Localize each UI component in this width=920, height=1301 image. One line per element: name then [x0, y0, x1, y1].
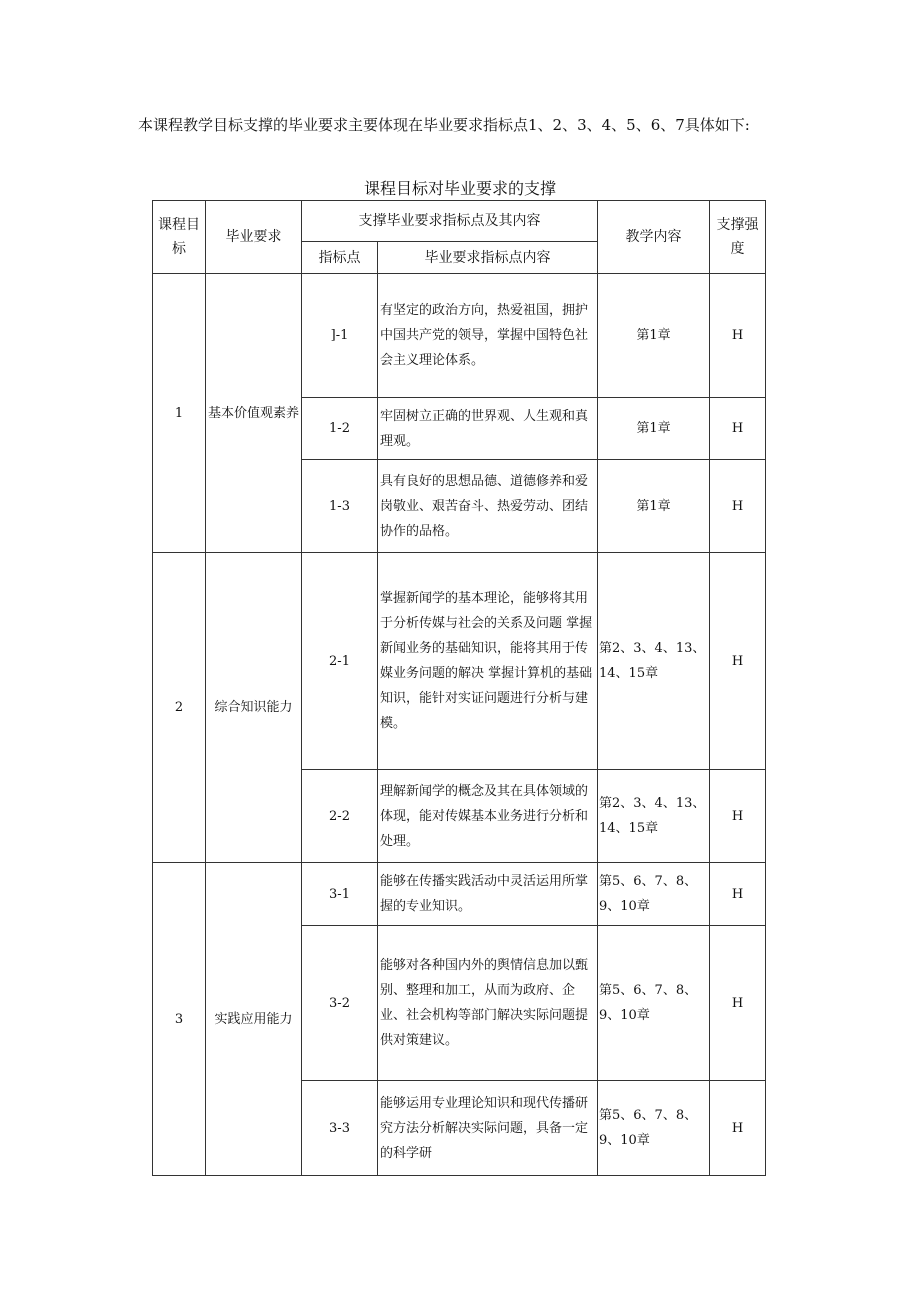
teaching-cell: 第5、6、7、8、9、10章: [598, 926, 710, 1081]
indicator-content-cell: 能够运用专业理论知识和现代传播研究方法分析解决实际问题，具备一定的科学研: [378, 1081, 598, 1176]
table-row: [153, 274, 766, 398]
indicator-cell: 1-3: [302, 460, 378, 553]
teaching-cell: 第2、3、4、13、14、15章: [598, 770, 710, 863]
teaching-cell: 第1章: [598, 460, 710, 553]
requirement-cell: 综合知识能力: [206, 553, 302, 863]
indicator-cell: 1-2: [302, 398, 378, 460]
indicator-content-cell: 掌握新闻学的基本理论，能够将其用于分析传媒与社会的关系及问题 掌握新闻业务的基础知识，能将其用于传媒业务问题的解决 掌握计算机的基础知识，能针对实证问题进行分析与建模。: [378, 553, 598, 770]
table-row: [153, 863, 766, 926]
indicator-content-cell: 牢固树立正确的世界观、人生观和真理观。: [378, 398, 598, 460]
indicator-cell: 3-3: [302, 1081, 378, 1176]
indicator-content-cell: 能够对各种国内外的舆情信息加以甄别、整理和加工，从而为政府、企业、社会机构等部门解决实际问题提供对策建议。: [378, 926, 598, 1081]
teaching-cell: 第5、6、7、8、9、10章: [598, 863, 710, 926]
strength-cell: H: [710, 460, 766, 553]
strength-cell: H: [710, 926, 766, 1081]
header-teaching: 教学内容: [598, 201, 710, 274]
teaching-cell: 第2、3、4、13、14、15章: [598, 553, 710, 770]
indicator-content-cell: 能够在传播实践活动中灵活运用所掌握的专业知识。: [378, 863, 598, 926]
header-indicator-content: 毕业要求指标点内容: [378, 242, 598, 274]
strength-cell: H: [710, 398, 766, 460]
header-indicator: 指标点: [302, 242, 378, 274]
strength-cell: H: [710, 553, 766, 770]
table-row: [153, 553, 766, 770]
indicator-cell: 3-1: [302, 863, 378, 926]
goal-cell: 1: [153, 274, 206, 553]
table-caption: 课程目标对毕业要求的支撑: [363, 179, 556, 198]
indicator-content-cell: 理解新闻学的概念及其在具体领域的体现，能对传媒基本业务进行分析和处理。: [378, 770, 598, 863]
teaching-cell: 第5、6、7、8、9、10章: [598, 1081, 710, 1176]
teaching-cell: 第1章: [598, 398, 710, 460]
indicator-cell: 2-2: [302, 770, 378, 863]
support-table: [152, 200, 766, 1176]
strength-cell: H: [710, 863, 766, 926]
intro-paragraph: 本课程教学目标支撑的毕业要求主要体现在毕业要求指标点1、2、3、4、5、6、7具体如下:: [138, 116, 750, 134]
teaching-cell: 第1章: [598, 274, 710, 398]
indicator-content-cell: 有坚定的政治方向，热爱祖国，拥护中国共产党的领导，掌握中国特色社会主义理论体系。: [378, 274, 598, 398]
strength-cell: H: [710, 770, 766, 863]
indicator-cell: 2-1: [302, 553, 378, 770]
header-support-group: 支撑毕业要求指标点及其内容: [302, 201, 598, 242]
strength-cell: H: [710, 1081, 766, 1176]
goal-cell: 3: [153, 863, 206, 1176]
indicator-content-cell: 具有良好的思想品德、道德修养和爱岗敬业、艰苦奋斗、热爱劳动、团结协作的品格。: [378, 460, 598, 553]
indicator-cell: 3-2: [302, 926, 378, 1081]
header-goal: 课程目标: [153, 201, 206, 274]
header-requirement: 毕业要求: [206, 201, 302, 274]
requirement-cell: 基本价值观素养: [206, 274, 302, 553]
goal-cell: 2: [153, 553, 206, 863]
requirement-cell: 实践应用能力: [206, 863, 302, 1176]
header-strength: 支撑强度: [710, 201, 766, 274]
strength-cell: H: [710, 274, 766, 398]
indicator-cell: ]-1: [302, 274, 378, 398]
